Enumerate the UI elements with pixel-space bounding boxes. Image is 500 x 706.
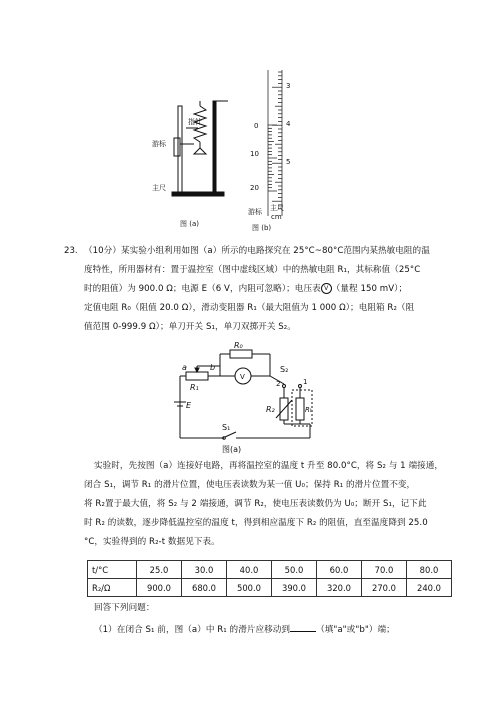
procedure-line-3: 将 R₂置于最大值，将 S₂ 与 2 端接通，调节 R₂，使电压表读数仍为 U₀；断开 S₁，记下此	[84, 499, 427, 509]
main-scale-word: 主尺	[270, 204, 284, 212]
label-RT: Rₜ	[305, 406, 312, 414]
main-scale-label: 主尺	[152, 184, 166, 192]
procedure-line-1: 实验时，先按图（a）连接好电路，再将温控室的温度 t 升至 80.0°C，将 S₂ 与 1 端接通，	[94, 461, 444, 471]
pointer-label: 指针	[188, 118, 202, 126]
label-V: V	[240, 373, 245, 381]
question-number: 23.	[64, 246, 78, 256]
unit-label: cm	[271, 213, 282, 221]
label-S2: S₂	[280, 365, 289, 374]
label-R1: R₁	[190, 383, 199, 392]
vern-num-20: 20	[250, 184, 259, 192]
sub1-text-after: （填"a"或"b"）端；	[316, 625, 395, 635]
label-a: a	[182, 363, 187, 372]
main-num-3: 3	[286, 82, 291, 90]
label-b: b	[210, 363, 216, 372]
sub1-text-before: （1）在闭合 S₁ 前，图（a）中 R₁ 的滑片应移动到	[94, 625, 291, 635]
table-cell: 270.0	[362, 579, 407, 597]
label-terminal-1: 1	[303, 378, 308, 386]
table-row-resistance	[88, 579, 452, 597]
table-cell: 25.0	[137, 561, 182, 579]
label-R2: R₂	[266, 405, 275, 414]
table-cell: 240.0	[407, 579, 452, 597]
answer-intro: 回答下列问题：	[94, 603, 155, 613]
circuit-caption: 图(a)	[222, 445, 242, 454]
question-line-3	[84, 283, 407, 295]
caption-a: 图 (a)	[180, 220, 199, 228]
table-cell: 60.0	[317, 561, 362, 579]
table-cell: 900.0	[137, 579, 182, 597]
procedure-line-4: 时 R₂ 的读数，逐步降低温控室的温度 t，得到相应温度下 R₂ 的阻值，直至温度降到 25.0	[84, 518, 428, 528]
scale-b	[268, 70, 282, 216]
vernier-figure	[150, 68, 320, 238]
data-table	[87, 560, 452, 597]
caption-b: 图 (b)	[252, 224, 272, 232]
main-num-5: 5	[286, 158, 291, 166]
table-cell: 500.0	[227, 579, 272, 597]
voltmeter-tail: （量程 150 mV）；	[331, 284, 408, 294]
question-line-5: 值范围 0-999.9 Ω）；单刀开关 S₁，单刀双掷开关 S₂。	[84, 322, 296, 332]
table-cell: 70.0	[362, 561, 407, 579]
table-cell: 50.0	[272, 561, 317, 579]
table-cell: 320.0	[317, 579, 362, 597]
question-line-4: 定值电阻 R₀（阻值 20.0 Ω），滑动变阻器 R₁（最大阻值为 1 000 Ω）；电阻箱 R₂（阻	[84, 303, 415, 313]
answer-blank[interactable]	[290, 622, 316, 632]
label-terminal-2: 2	[276, 380, 281, 388]
table-cell: 80.0	[407, 561, 452, 579]
vernier-word: 游标	[248, 208, 262, 216]
voltmeter-symbol: V	[321, 283, 332, 294]
vern-num-10: 10	[250, 150, 259, 158]
table-cell: 40.0	[227, 561, 272, 579]
label-S1: S₁	[222, 423, 231, 432]
row-header-t: t/°C	[88, 561, 137, 579]
sub-question-1	[94, 622, 395, 636]
question-line-1: （10分）某实验小组利用如图（a）所示的电路探究在 25°C~80°C范围内某热敏电阻的温	[84, 246, 430, 256]
circuit-diagram	[160, 341, 330, 468]
procedure-line-2: 闭合 S₁，调节 R₁ 的滑片位置，使电压表读数为某一值 U₀；保持 R₁ 的滑片位置不变，	[84, 480, 416, 490]
vernier-label: 游标	[152, 140, 166, 148]
row-header-r2: R₂/Ω	[88, 579, 137, 597]
table-cell: 390.0	[272, 579, 317, 597]
procedure-line-5: °C，实验得到的 R₂-t 数据见下表。	[84, 537, 220, 547]
question-line-2: 度特性，所用器材有：置于温控室（图中虚线区域）中的热敏电阻 R₁，其标称值（25°C	[84, 265, 421, 275]
table-cell: 30.0	[182, 561, 227, 579]
label-R0: R₀	[234, 341, 243, 350]
apparatus-a	[172, 101, 228, 196]
table-cell: 680.0	[182, 579, 227, 597]
main-num-4: 4	[286, 120, 291, 128]
table-row-temperature	[88, 561, 452, 579]
label-E: E	[186, 401, 192, 410]
question-line-3-text: 时的阻值）为 900.0 Ω；电源 E（6 V，内阻可忽略）；电压表	[84, 284, 321, 294]
vern-num-0: 0	[254, 122, 259, 130]
